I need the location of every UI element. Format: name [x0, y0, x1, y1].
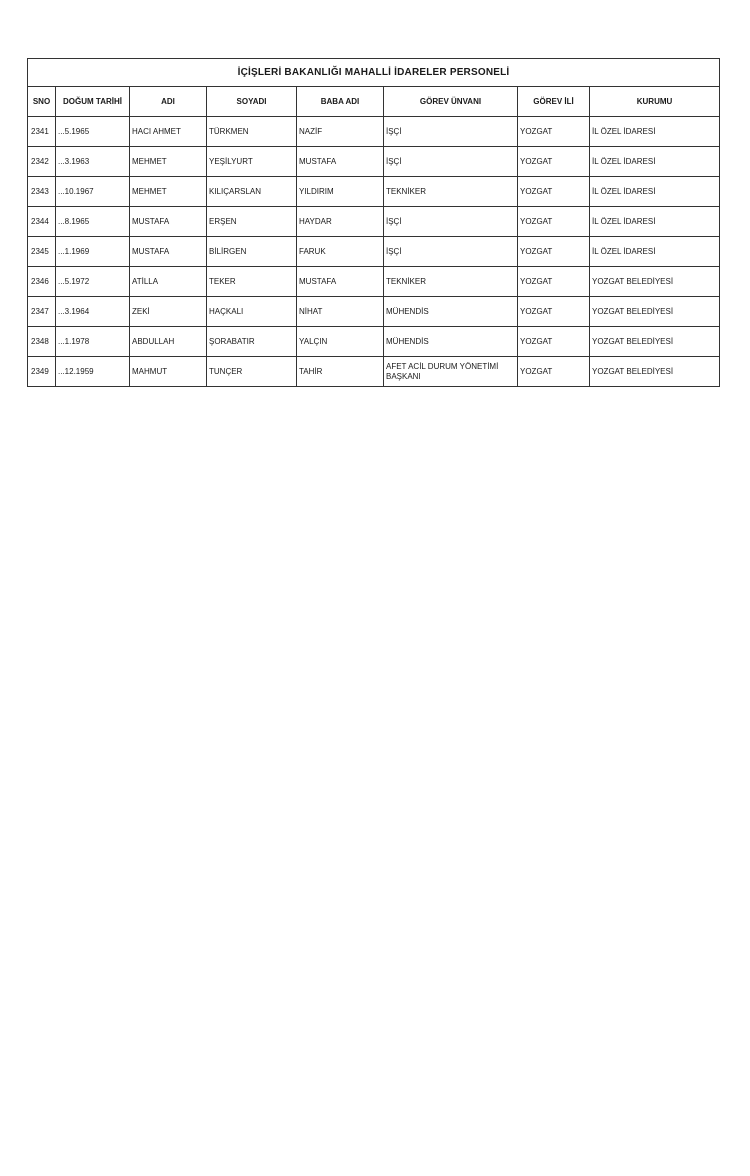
column-header-father-name: BABA ADI [297, 87, 384, 117]
cell-institution: İL ÖZEL İDARESİ [590, 117, 720, 147]
column-header-title: GÖREV ÜNVANI [384, 87, 518, 117]
cell-institution: YOZGAT BELEDİYESİ [590, 267, 720, 297]
cell-title: MÜHENDİS [384, 327, 518, 357]
cell-sno: 2349 [28, 357, 56, 387]
cell-birth-date: ...10.1967 [56, 177, 130, 207]
cell-birth-date: ...12.1959 [56, 357, 130, 387]
cell-surname: TEKER [207, 267, 297, 297]
table-row [28, 237, 720, 267]
column-header-province: GÖREV İLİ [518, 87, 590, 117]
cell-father-name: NAZİF [297, 117, 384, 147]
cell-sno: 2341 [28, 117, 56, 147]
cell-father-name: MUSTAFA [297, 147, 384, 177]
header-row [28, 87, 720, 117]
cell-institution: İL ÖZEL İDARESİ [590, 237, 720, 267]
cell-surname: ŞORABATIR [207, 327, 297, 357]
cell-name: ABDULLAH [130, 327, 207, 357]
cell-father-name: HAYDAR [297, 207, 384, 237]
table-row [28, 207, 720, 237]
cell-birth-date: ...5.1965 [56, 117, 130, 147]
cell-name: ATİLLA [130, 267, 207, 297]
cell-name: MAHMUT [130, 357, 207, 387]
cell-title: İŞÇİ [384, 207, 518, 237]
cell-father-name: YALÇIN [297, 327, 384, 357]
personnel-sheet [27, 58, 719, 387]
cell-sno: 2344 [28, 207, 56, 237]
cell-sno: 2346 [28, 267, 56, 297]
cell-institution: İL ÖZEL İDARESİ [590, 207, 720, 237]
cell-name: MUSTAFA [130, 237, 207, 267]
cell-institution: YOZGAT BELEDİYESİ [590, 357, 720, 387]
cell-title: İŞÇİ [384, 147, 518, 177]
cell-institution: İL ÖZEL İDARESİ [590, 147, 720, 177]
cell-surname: BİLİRGEN [207, 237, 297, 267]
cell-province: YOZGAT [518, 267, 590, 297]
cell-birth-date: ...3.1963 [56, 147, 130, 177]
table-row [28, 177, 720, 207]
cell-title: İŞÇİ [384, 237, 518, 267]
cell-surname: TÜRKMEN [207, 117, 297, 147]
cell-sno: 2345 [28, 237, 56, 267]
cell-title: TEKNİKER [384, 177, 518, 207]
table-row [28, 147, 720, 177]
cell-surname: KILIÇARSLAN [207, 177, 297, 207]
cell-name: ZEKİ [130, 297, 207, 327]
cell-name: MUSTAFA [130, 207, 207, 237]
cell-surname: ERŞEN [207, 207, 297, 237]
cell-sno: 2343 [28, 177, 56, 207]
table-row [28, 267, 720, 297]
cell-institution: YOZGAT BELEDİYESİ [590, 327, 720, 357]
personnel-table [27, 58, 720, 387]
cell-province: YOZGAT [518, 117, 590, 147]
column-header-institution: KURUMU [590, 87, 720, 117]
cell-birth-date: ...8.1965 [56, 207, 130, 237]
cell-birth-date: ...5.1972 [56, 267, 130, 297]
table-row [28, 327, 720, 357]
column-header-birth-date: DOĞUM TARİHİ [56, 87, 130, 117]
cell-father-name: FARUK [297, 237, 384, 267]
table-row [28, 297, 720, 327]
cell-institution: İL ÖZEL İDARESİ [590, 177, 720, 207]
cell-province: YOZGAT [518, 177, 590, 207]
cell-sno: 2348 [28, 327, 56, 357]
cell-name: HACI AHMET [130, 117, 207, 147]
cell-province: YOZGAT [518, 327, 590, 357]
table-title: İÇİŞLERİ BAKANLIĞI MAHALLİ İDARELER PERSONELİ [28, 59, 720, 87]
cell-name: MEHMET [130, 177, 207, 207]
cell-father-name: TAHİR [297, 357, 384, 387]
cell-birth-date: ...1.1969 [56, 237, 130, 267]
cell-title: TEKNİKER [384, 267, 518, 297]
cell-institution: YOZGAT BELEDİYESİ [590, 297, 720, 327]
cell-surname: HAÇKALI [207, 297, 297, 327]
cell-title: AFET ACİL DURUM YÖNETİMİ BAŞKANI [384, 357, 518, 387]
cell-surname: YEŞİLYURT [207, 147, 297, 177]
table-row [28, 117, 720, 147]
cell-province: YOZGAT [518, 297, 590, 327]
cell-province: YOZGAT [518, 237, 590, 267]
cell-sno: 2342 [28, 147, 56, 177]
cell-province: YOZGAT [518, 357, 590, 387]
column-header-name: ADI [130, 87, 207, 117]
column-header-sno: SNO [28, 87, 56, 117]
cell-title: MÜHENDİS [384, 297, 518, 327]
cell-province: YOZGAT [518, 147, 590, 177]
cell-name: MEHMET [130, 147, 207, 177]
cell-father-name: MUSTAFA [297, 267, 384, 297]
cell-surname: TUNÇER [207, 357, 297, 387]
cell-father-name: NİHAT [297, 297, 384, 327]
cell-birth-date: ...3.1964 [56, 297, 130, 327]
cell-province: YOZGAT [518, 207, 590, 237]
table-row [28, 357, 720, 387]
cell-birth-date: ...1.1978 [56, 327, 130, 357]
cell-father-name: YILDIRIM [297, 177, 384, 207]
cell-title: İŞÇİ [384, 117, 518, 147]
cell-sno: 2347 [28, 297, 56, 327]
column-header-surname: SOYADI [207, 87, 297, 117]
